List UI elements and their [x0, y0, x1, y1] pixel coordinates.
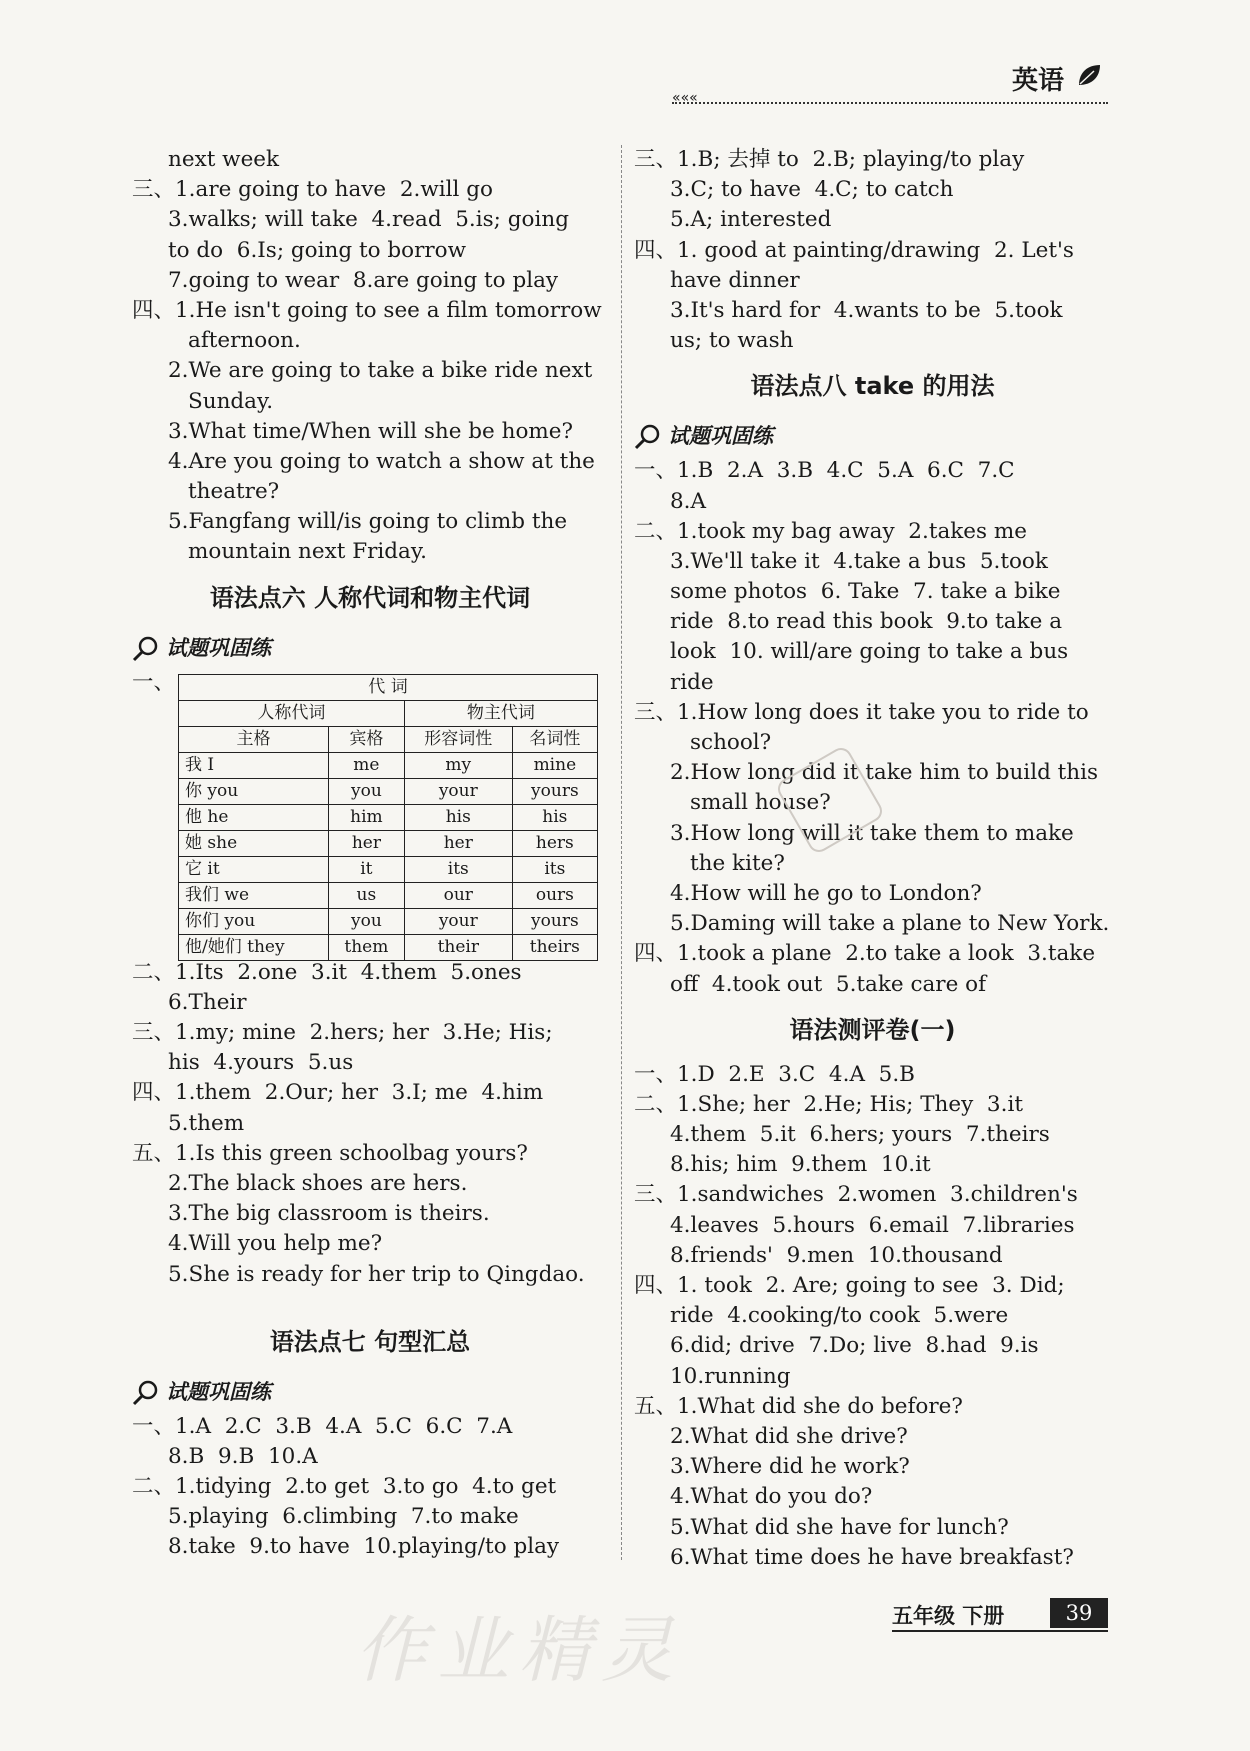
table-col-header: 主格 — [179, 726, 329, 752]
table-group-header: 物主代词 — [404, 700, 597, 726]
answer-line: 3.walks; will take 4.read 5.is; going — [168, 207, 569, 233]
answer-line: 8.B 9.B 10.A — [168, 1443, 318, 1469]
answer-line: 二、1.tidying 2.to get 3.to go 4.to get — [132, 1474, 557, 1500]
answer-line: Sunday. — [188, 388, 274, 414]
answer-line: 6.did; drive 7.Do; live 8.had 9.is — [670, 1333, 1039, 1359]
answer-line: 5.Fangfang will/is going to climb the — [168, 509, 568, 535]
table-cell: 我 I — [179, 752, 329, 778]
answer-line: 2.The black shoes are hers. — [168, 1170, 468, 1196]
table-cell: his — [512, 804, 597, 830]
answer-line: 3.Where did he work? — [670, 1454, 910, 1480]
right-column — [634, 145, 1111, 1573]
table-cell: her — [404, 830, 512, 856]
answer-line: 3.It's hard for 4.wants to be 5.took — [670, 297, 1063, 323]
answer-line: 8.A — [670, 488, 707, 514]
answer-line: 4.Will you help me? — [168, 1231, 383, 1257]
answer-line: 3.What time/When will she be home? — [168, 418, 574, 444]
leaf-icon — [1076, 62, 1102, 88]
answer-line: have dinner — [670, 267, 800, 293]
answer-line: 三、1.How long does it take you to ride to — [634, 699, 1089, 725]
answer-line: 2.We are going to take a bike ride next — [168, 358, 593, 384]
column-divider — [621, 145, 622, 1560]
answer-line: afternoon. — [188, 328, 301, 354]
table-group-header: 人称代词 — [179, 700, 405, 726]
answer-line: 6.Their — [168, 989, 247, 1015]
answer-line: 4.leaves 5.hours 6.email 7.libraries — [670, 1212, 1075, 1238]
table-cell: your — [404, 778, 512, 804]
answer-line: next week — [168, 147, 280, 172]
answer-line: 5.A; interested — [670, 207, 832, 233]
table-col-header: 名词性 — [512, 726, 597, 752]
answer-line: 三、1.sandwiches 2.women 3.children's — [634, 1182, 1078, 1208]
table-row — [179, 856, 598, 882]
answer-line: ride 4.cooking/to cook 5.were — [670, 1303, 1009, 1329]
exercise-heading-text: 试题巩固练 — [166, 635, 271, 660]
table-row — [179, 908, 598, 934]
table-col-header: 宾格 — [328, 726, 404, 752]
table-cell: him — [328, 804, 404, 830]
answer-line: 6.What time does he have breakfast? — [670, 1544, 1074, 1570]
pronoun-table — [178, 674, 598, 961]
table-cell: my — [404, 752, 512, 778]
table-cell: its — [404, 856, 512, 882]
page-number: 39 — [1050, 1598, 1108, 1628]
answer-line: 3.The big classroom is theirs. — [168, 1201, 490, 1227]
table-cell: their — [404, 934, 512, 960]
answer-line: ride — [670, 669, 714, 695]
table-cell: 她 she — [179, 830, 329, 856]
table-cell: it — [328, 856, 404, 882]
answer-line: 4.How will he go to London? — [670, 880, 982, 906]
footer-rule — [892, 1630, 1108, 1632]
answer-line: 三、1.are going to have 2.will go — [132, 177, 493, 203]
table-cell: 它 it — [179, 856, 329, 882]
answer-line: 7.going to wear 8.are going to play — [168, 267, 559, 293]
table-cell: hers — [512, 830, 597, 856]
answer-line: 一、1.A 2.C 3.B 4.A 5.C 6.C 7.A — [132, 1413, 513, 1439]
answer-line: 4.What do you do? — [670, 1484, 873, 1510]
table-cell: its — [512, 856, 597, 882]
answer-line: 四、1.took a plane 2.to take a look 3.take — [634, 941, 1096, 967]
answer-line: to do 6.Is; going to borrow — [168, 237, 466, 263]
magnifier-icon — [634, 424, 664, 450]
table-cell: yours — [512, 778, 597, 804]
exercise-heading-text: 试题巩固练 — [668, 424, 773, 449]
exercise-heading — [634, 416, 1111, 456]
exercise-heading-text: 试题巩固练 — [166, 1379, 271, 1404]
answer-line: mountain next Friday. — [188, 539, 427, 565]
answer-line: off 4.took out 5.take care of — [670, 971, 987, 997]
section-title-7: 语法点七 句型汇总 — [269, 1327, 471, 1356]
answer-line: 二、1.Its 2.one 3.it 4.them 5.ones — [132, 959, 522, 985]
table-cell: 你们 you — [179, 908, 329, 934]
answer-line: 2.What did she drive? — [670, 1423, 908, 1449]
question-label: 一、 — [132, 669, 176, 695]
answer-line: 4.Are you going to watch a show at the — [168, 448, 595, 474]
section-title-test: 语法测评卷(一) — [789, 1015, 956, 1044]
table-cell: 我们 we — [179, 882, 329, 908]
answer-line: 五、1.What did she do before? — [634, 1393, 963, 1419]
answer-line: school? — [690, 730, 772, 755]
magnifier-icon — [132, 636, 162, 662]
answer-line: 5.playing 6.climbing 7.to make — [168, 1504, 519, 1530]
answer-line: 8.take 9.to have 10.playing/to play — [168, 1534, 560, 1560]
answer-line: 三、1.B; 去掉 to 2.B; playing/to play — [634, 147, 1025, 172]
answer-line: 二、1.took my bag away 2.takes me — [634, 518, 1028, 544]
exercise-heading — [132, 628, 608, 668]
answer-line: 5.She is ready for her trip to Qingdao. — [168, 1261, 585, 1287]
answer-line: 5.Daming will take a plane to New York. — [670, 911, 1110, 937]
table-cell: you — [328, 908, 404, 934]
answer-line: 一、1.D 2.E 3.C 4.A 5.B — [634, 1061, 915, 1087]
section-title-6: 语法点六 人称代词和物主代词 — [209, 583, 531, 612]
header-rule — [672, 102, 1108, 104]
table-cell: your — [404, 908, 512, 934]
left-column — [132, 145, 608, 1563]
table-cell: his — [404, 804, 512, 830]
table-row — [179, 804, 598, 830]
answer-line: some photos 6. Take 7. take a bike — [670, 579, 1061, 605]
answer-line: 五、1.Is this green schoolbag yours? — [132, 1140, 528, 1166]
table-cell: our — [404, 882, 512, 908]
answer-line: ride 8.to read this book 9.to take a — [670, 609, 1063, 635]
answer-line: 5.What did she have for lunch? — [670, 1514, 1009, 1540]
answer-line: 四、1.them 2.Our; her 3.I; me 4.him — [132, 1080, 544, 1106]
answer-line: 四、1.He isn't going to see a film tomorrow — [132, 297, 602, 323]
table-cell: her — [328, 830, 404, 856]
table-cell: 他 he — [179, 804, 329, 830]
table-row — [179, 778, 598, 804]
pronoun-table-block — [132, 668, 608, 958]
answer-line: 3.How long will it take them to make — [670, 820, 1074, 846]
table-cell: me — [328, 752, 404, 778]
table-cell: ours — [512, 882, 597, 908]
answer-line: 10.running — [670, 1363, 791, 1389]
answer-line: 3.We'll take it 4.take a bus 5.took — [670, 548, 1048, 574]
watermark-stamp — [775, 745, 885, 855]
watermark-text: 作业精灵 — [355, 1608, 684, 1692]
header-arrows: ««« — [672, 90, 698, 106]
answer-line: 4.them 5.it 6.hers; yours 7.theirs — [670, 1122, 1050, 1148]
grade-label: 五年级 下册 — [892, 1604, 1005, 1628]
answer-line: small house? — [690, 790, 831, 816]
table-cell: yours — [512, 908, 597, 934]
table-cell: them — [328, 934, 404, 960]
table-row — [179, 752, 598, 778]
table-col-header: 形容词性 — [404, 726, 512, 752]
answer-line: 8.friends' 9.men 10.thousand — [670, 1242, 1003, 1268]
answer-line: us; to wash — [670, 328, 794, 354]
table-cell: us — [328, 882, 404, 908]
answer-line: 四、1. good at painting/drawing 2. Let's — [634, 237, 1074, 263]
answer-line: 5.them — [168, 1110, 245, 1136]
answer-line: look 10. will/are going to take a bus — [670, 639, 1069, 665]
table-cell: theirs — [512, 934, 597, 960]
answer-line: 8.his; him 9.them 10.it — [670, 1152, 931, 1178]
answer-line: 一、1.B 2.A 3.B 4.C 5.A 6.C 7.C — [634, 458, 1015, 484]
answer-line: 3.C; to have 4.C; to catch — [670, 177, 954, 203]
table-row — [179, 882, 598, 908]
table-row — [179, 934, 598, 960]
answer-line: his 4.yours 5.us — [168, 1050, 354, 1076]
answer-line: 四、1. took 2. Are; going to see 3. Did; — [634, 1273, 1065, 1298]
answer-line: 二、1.She; her 2.He; His; They 3.it — [634, 1091, 1023, 1117]
table-cell: you — [328, 778, 404, 804]
answer-line: 三、1.my; mine 2.hers; her 3.He; His; — [132, 1020, 553, 1045]
answer-line: theatre? — [188, 479, 280, 505]
answer-line: 2.How long did it take him to build this — [670, 760, 1099, 786]
section-title-8: 语法点八 take 的用法 — [750, 372, 995, 401]
table-row — [179, 830, 598, 856]
table-cell: mine — [512, 752, 597, 778]
subject-title: 英语 — [1012, 66, 1065, 96]
table-header: 代 词 — [179, 674, 598, 700]
table-cell: 他/她们 they — [179, 934, 329, 960]
magnifier-icon — [132, 1380, 162, 1406]
exercise-heading — [132, 1372, 608, 1412]
answer-line: the kite? — [690, 850, 785, 876]
table-cell: 你 you — [179, 778, 329, 804]
